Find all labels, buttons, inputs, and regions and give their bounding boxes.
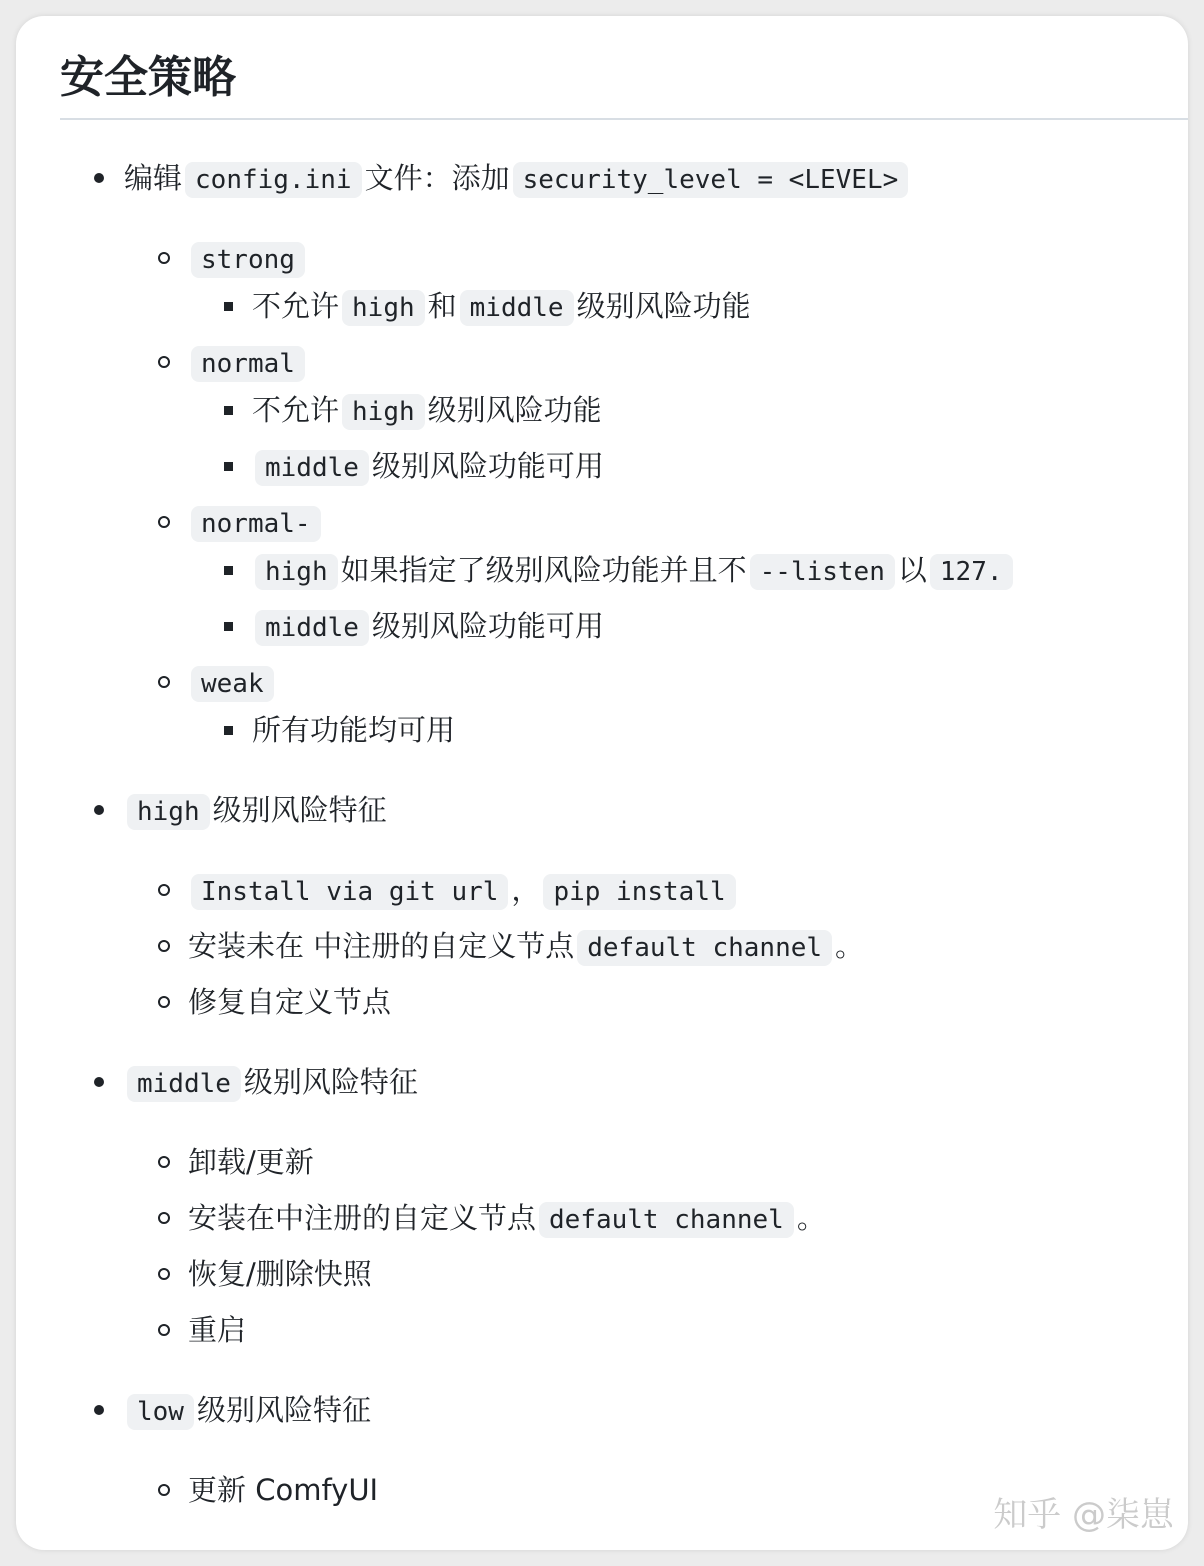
bullet-circle — [158, 924, 170, 968]
bullet-square — [224, 388, 236, 432]
bullet-dot — [94, 1060, 106, 1104]
inline-code: normal — [191, 346, 305, 382]
list-item-strong-rule: 不允许 high 和 middle 级别风险功能 — [252, 284, 751, 328]
bullet-circle — [158, 868, 170, 912]
list-item-high-1: Install via git url ， pip install — [188, 868, 739, 912]
bullet-dot — [94, 788, 106, 832]
page-title: 安全策略 — [60, 52, 236, 103]
bullet-square — [224, 444, 236, 488]
inline-code: weak — [191, 666, 274, 702]
inline-code: config.ini — [185, 162, 362, 198]
bullet-circle — [158, 1140, 170, 1184]
inline-code: 127. — [930, 554, 1013, 590]
bullet-circle — [158, 1468, 170, 1512]
list-item-high: high 级别风险特征 — [124, 788, 387, 832]
inline-code: high — [255, 554, 338, 590]
bullet-circle — [158, 1252, 170, 1296]
watermark: 知乎 @柒崽 — [993, 1495, 1174, 1535]
bullet-dot — [94, 156, 106, 200]
bullet-square — [224, 548, 236, 592]
list-item-middle-3: 恢复/删除快照 — [188, 1252, 372, 1296]
inline-code: middle — [255, 610, 369, 646]
bullet-circle — [158, 236, 170, 280]
list-item-high-2: 安装未在 中注册的自定义节点 default channel 。 — [188, 924, 864, 968]
inline-code: pip install — [543, 874, 735, 910]
bullet-dot — [94, 1388, 106, 1432]
bullet-square — [224, 604, 236, 648]
document-card — [16, 16, 1188, 1550]
list-item-weak-rule: 所有功能均可用 — [252, 708, 455, 752]
list-item-normal — [188, 340, 308, 384]
bullet-circle — [158, 660, 170, 704]
list-item-low: low 级别风险特征 — [124, 1388, 371, 1432]
list-item-normal-minus — [188, 500, 324, 544]
heading-divider — [60, 118, 1188, 120]
list-item-normal-rule-1: 不允许 high 级别风险功能 — [252, 388, 602, 432]
inline-code: Install via git url — [191, 874, 508, 910]
list-item-middle-4: 重启 — [188, 1308, 246, 1352]
inline-code: high — [342, 290, 425, 326]
inline-code: high — [127, 794, 210, 830]
inline-code: normal- — [191, 506, 321, 542]
inline-code: security_level = <LEVEL> — [513, 162, 909, 198]
list-item-strong — [188, 236, 308, 280]
list-item-low-1: 更新 ComfyUI — [188, 1468, 378, 1512]
bullet-circle — [158, 500, 170, 544]
bullet-circle — [158, 1196, 170, 1240]
inline-code: middle — [460, 290, 574, 326]
inline-code: strong — [191, 242, 305, 278]
list-item-normal-minus-rule-1: high 如果指定了级别风险功能并且不 --listen 以 127. — [252, 548, 1016, 592]
list-item-middle: middle 级别风险特征 — [124, 1060, 418, 1104]
list-item-high-3: 修复自定义节点 — [188, 980, 391, 1024]
bullet-square — [224, 708, 236, 752]
bullet-square — [224, 284, 236, 328]
inline-code: default channel — [577, 930, 832, 966]
list-item-normal-rule-2: middle 级别风险功能可用 — [252, 444, 604, 488]
inline-code: default channel — [539, 1202, 794, 1238]
list-item-middle-1: 卸载/更新 — [188, 1140, 314, 1184]
bullet-circle — [158, 340, 170, 384]
inline-code: low — [127, 1394, 194, 1430]
list-item-middle-2: 安装在中注册的自定义节点 default channel 。 — [188, 1196, 826, 1240]
list-item-weak — [188, 660, 277, 704]
bullet-circle — [158, 980, 170, 1024]
inline-code: high — [342, 394, 425, 430]
list-item-config: 编辑 config.ini 文件：添加 security_level = <LEVEL> — [124, 156, 911, 200]
inline-code: middle — [127, 1066, 241, 1102]
inline-code: --listen — [750, 554, 895, 590]
inline-code: middle — [255, 450, 369, 486]
list-item-normal-minus-rule-2: middle 级别风险功能可用 — [252, 604, 604, 648]
bullet-circle — [158, 1308, 170, 1352]
